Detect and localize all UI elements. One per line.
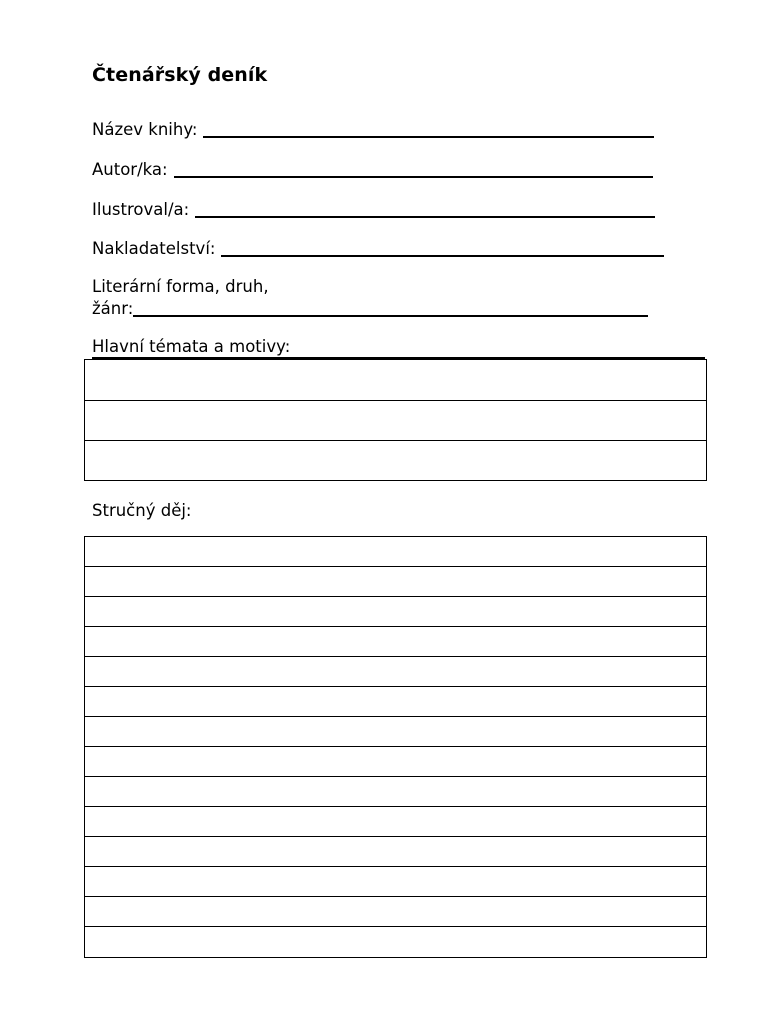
illustrator-label: Ilustroval/a: [92, 200, 190, 219]
author-label: Autor/ka: [92, 160, 168, 179]
plot-table [84, 536, 707, 958]
themes-label: Hlavní témata a motivy: [92, 337, 705, 359]
plot-row[interactable] [85, 687, 706, 717]
themes-row[interactable] [85, 360, 706, 401]
plot-row[interactable] [85, 627, 706, 657]
plot-row[interactable] [85, 567, 706, 597]
plot-row[interactable] [85, 747, 706, 777]
plot-row[interactable] [85, 597, 706, 627]
illustrator-input-line[interactable] [195, 198, 655, 218]
literary-form-label-line1: Literární forma, druh, [92, 277, 269, 296]
book-title-label: Název knihy: [92, 120, 198, 139]
publisher-input-line[interactable] [221, 237, 664, 257]
document-title: Čtenářský deník [92, 64, 268, 86]
literary-form-input-line[interactable] [133, 297, 648, 317]
plot-row[interactable] [85, 927, 706, 957]
plot-row[interactable] [85, 717, 706, 747]
plot-label: Stručný děj: [92, 501, 192, 520]
plot-row[interactable] [85, 777, 706, 807]
plot-row[interactable] [85, 657, 706, 687]
author-input-line[interactable] [174, 158, 653, 178]
plot-row[interactable] [85, 837, 706, 867]
publisher-field [92, 237, 664, 259]
themes-table [84, 359, 707, 481]
author-field [92, 158, 653, 180]
plot-row[interactable] [85, 897, 706, 927]
plot-row[interactable] [85, 807, 706, 837]
plot-row[interactable] [85, 867, 706, 897]
publisher-label: Nakladatelství: [92, 239, 216, 258]
literary-form-label-line2: žánr: [92, 299, 134, 318]
literary-form-field [92, 277, 648, 319]
book-title-field [92, 118, 654, 140]
book-title-input-line[interactable] [203, 118, 654, 138]
themes-row[interactable] [85, 401, 706, 441]
plot-row[interactable] [85, 537, 706, 567]
themes-row[interactable] [85, 441, 706, 480]
illustrator-field [92, 198, 655, 220]
